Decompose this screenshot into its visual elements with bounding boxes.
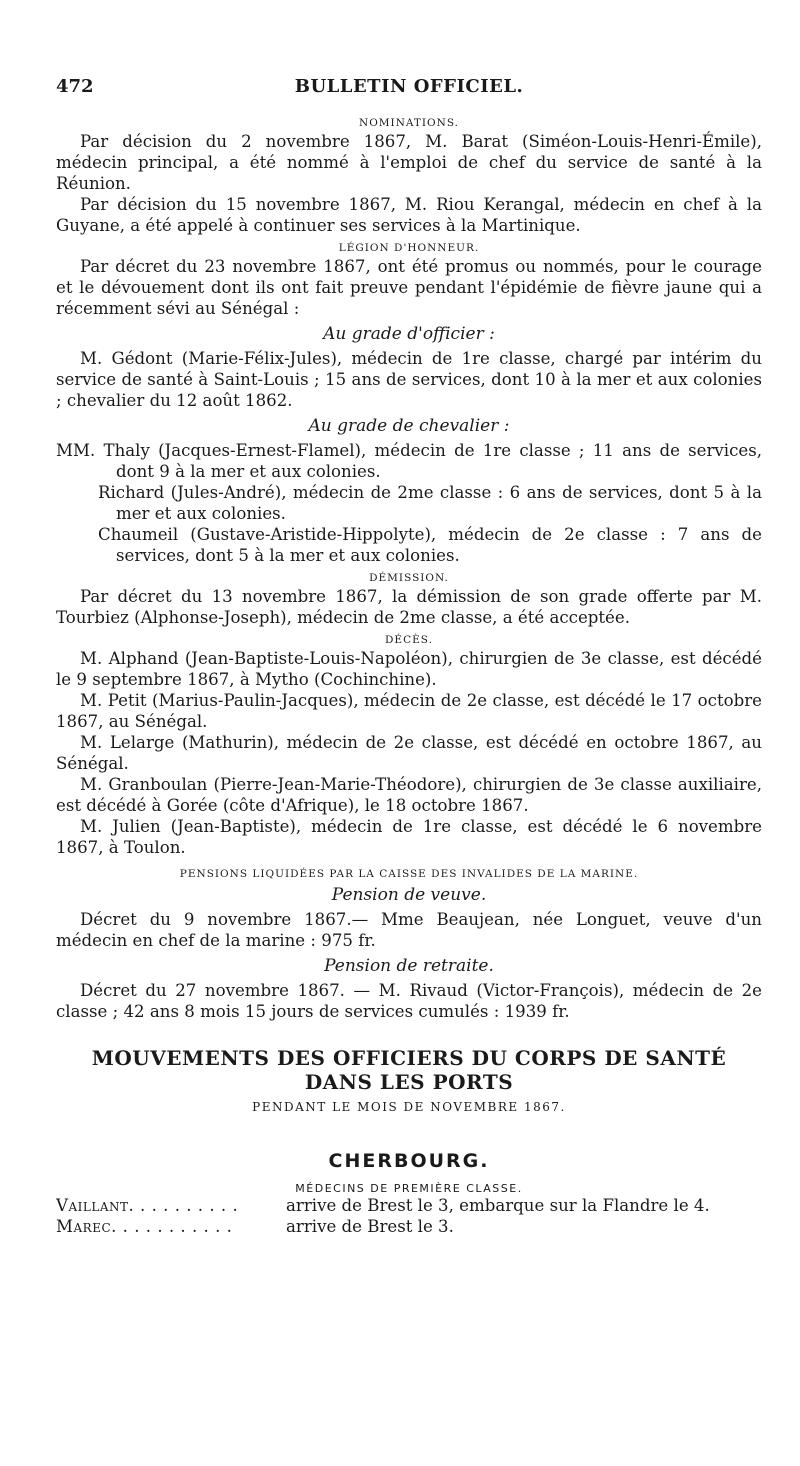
mouvements-subheading: PENDANT LE MOIS DE NOVEMBRE 1867. xyxy=(252,1100,566,1114)
paragraph: Décret du 9 novembre 1867.— Mme Beaujean, née Longuet, veuve d'un médecin en chef de la marine : 975 fr. xyxy=(56,910,762,950)
section-heading-legion: LÉGION D'HONNEUR. xyxy=(338,242,480,254)
page-header xyxy=(56,76,762,104)
paragraph: Par décision du 15 novembre 1867, M. Riou Kerangal, médecin en chef à la Guyane, a été appelé à continuer ses services à la Martinique. xyxy=(56,195,762,235)
paragraph: Décret du 27 novembre 1867. — M. Rivaud (Victor-François), médecin de 2e classe ; 42 ans 8 mois 15 jours de services cumulés : 1939 fr. xyxy=(56,981,762,1021)
subheading-veuve: Pension de veuve. xyxy=(331,885,487,905)
paragraph: Par décret du 13 novembre 1867, la démission de son grade offerte par M. Tourbiez (Alphonse-Joseph), médecin de 2me classe, a été acceptée. xyxy=(56,587,762,627)
paragraph: M. Alphand (Jean-Baptiste-Louis-Napoléon), chirurgien de 3e classe, est décédé le 9 septembre 1867, à Mytho (Cochinchine). xyxy=(56,649,762,689)
list-item: Chaumeil (Gustave-Aristide-Hippolyte), médecin de 2e classe : 7 ans de services, dont 5 à la mer et aux colonies. xyxy=(98,525,762,565)
list-item: Richard (Jules-André), médecin de 2me classe : 6 ans de services, dont 5 à la mer et aux colonies. xyxy=(98,483,762,523)
subheading-retraite: Pension de retraite. xyxy=(324,956,494,976)
movement-text: arrive de Brest le 3, embarque sur la Flandre le 4. xyxy=(286,1196,710,1215)
movement-text: arrive de Brest le 3. xyxy=(286,1217,454,1236)
officer-name: Marec. . . . . . . . . . . xyxy=(56,1217,233,1236)
subheading-chevalier: Au grade de chevalier : xyxy=(308,416,510,436)
page-number: 472 xyxy=(56,76,94,97)
movement-row xyxy=(56,1195,762,1216)
paragraph: M. Granboulan (Pierre-Jean-Marie-Théodore), chirurgien de 3e classe auxiliaire, est décédé à Gorée (côte d'Afrique), le 18 octobre 1867. xyxy=(56,775,762,815)
subheading-officier: Au grade d'officier : xyxy=(323,324,495,344)
officer-name: Vaillant. . . . . . . . . . xyxy=(56,1196,239,1215)
paragraph: M. Petit (Marius-Paulin-Jacques), médecin de 2e classe, est décédé le 17 octobre 1867, au Sénégal. xyxy=(56,691,762,731)
paragraph: M. Gédont (Marie-Félix-Jules), médecin de 1re classe, chargé par intérim du service de santé à Saint-Louis ; 15 ans de services, dont 10 à la mer et aux colonies ; chevalier du 12 août 1862. xyxy=(56,349,762,410)
running-title: BULLETIN OFFICIEL. xyxy=(294,76,524,97)
mouvements-heading: MOUVEMENTS DES OFFICIERS DU CORPS DE SANTÉ DANS LES PORTS xyxy=(91,1046,727,1094)
section-heading-nominations: NOMINATIONS. xyxy=(359,117,459,129)
paragraph: Par décision du 2 novembre 1867, M. Barat (Siméon-Louis-Henri-Émile), médecin principal, a été nommé à l'emploi de chef du service de santé à la Réunion. xyxy=(56,132,762,193)
page-body xyxy=(56,115,762,1237)
movement-row xyxy=(56,1216,762,1237)
list-item: MM. Thaly (Jacques-Ernest-Flamel), médecin de 1re classe ; 11 ans de services, dont 9 à la mer et aux colonies. xyxy=(56,441,762,481)
paragraph: Par décret du 23 novembre 1867, ont été promus ou nommés, pour le courage et le dévouement dont ils ont fait preuve pendant l'épidémie de fièvre jaune qui a récemment sévi au Sénégal : xyxy=(56,257,762,318)
rank-heading: MÉDECINS DE PREMIÈRE CLASSE. xyxy=(295,1182,523,1195)
section-heading-pensions: PENSIONS LIQUIDÉES PAR LA CAISSE DES INVALIDES DE LA MARINE. xyxy=(179,868,639,880)
paragraph: M. Lelarge (Mathurin), médecin de 2e classe, est décédé en octobre 1867, au Sénégal. xyxy=(56,733,762,773)
section-heading-demission: DÉMISSION. xyxy=(369,572,449,584)
paragraph: M. Julien (Jean-Baptiste), médecin de 1re classe, est décédé le 6 novembre 1867, à Toulon. xyxy=(56,817,762,857)
city-heading: CHERBOURG. xyxy=(328,1150,490,1172)
section-heading-deces: DÉCÈS. xyxy=(385,634,433,646)
